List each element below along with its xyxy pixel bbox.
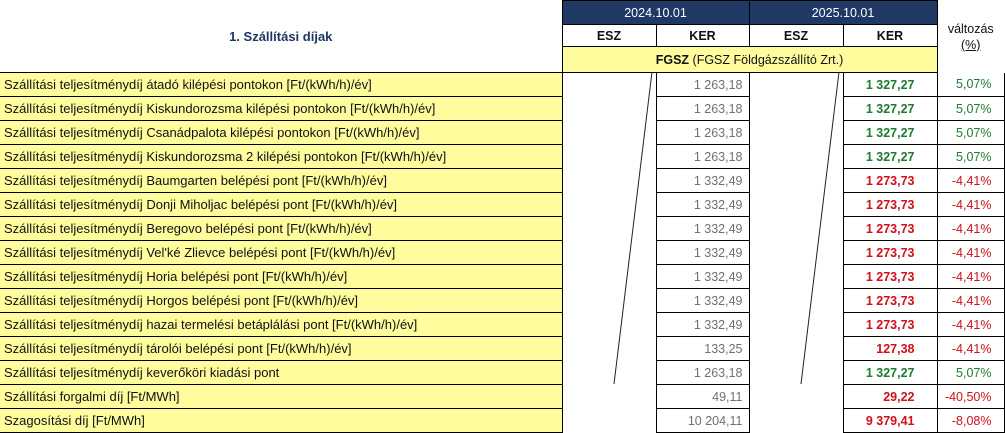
row-label: Szállítási teljesítménydíj tárolói belépési pont [Ft/(kWh/h)/év] xyxy=(0,337,562,361)
esz-old-cell xyxy=(562,313,656,337)
table-row xyxy=(0,409,1004,433)
esz-new-cell xyxy=(749,121,843,145)
change-value: -4,41% xyxy=(937,217,1004,241)
esz-new-cell xyxy=(749,73,843,97)
ker-old-value: 1 332,49 xyxy=(656,265,749,289)
row-label: Szállítási teljesítménydíj Horia belépési pont [Ft/(kWh/h)/év] xyxy=(0,265,562,289)
esz-old-header: ESZ xyxy=(562,25,656,47)
ker-new-value: 9 379,41 xyxy=(843,409,937,433)
operator-code: FGSZ xyxy=(655,52,690,67)
year-old-header: 2024.10.01 xyxy=(562,1,749,25)
ker-new-value: 1 327,27 xyxy=(843,73,937,97)
table-row xyxy=(0,73,1004,97)
esz-new-cell xyxy=(749,145,843,169)
change-header xyxy=(937,1,1004,73)
ker-new-value: 1 327,27 xyxy=(843,145,937,169)
ker-new-value: 1 327,27 xyxy=(843,361,937,385)
ker-new-value: 1 327,27 xyxy=(843,97,937,121)
table-row xyxy=(0,145,1004,169)
change-value: 5,07% xyxy=(937,97,1004,121)
esz-old-cell xyxy=(562,169,656,193)
row-label: Szállítási teljesítménydíj Vel'ké Zlievce belépési pont [Ft/(kWh/h)/év] xyxy=(0,241,562,265)
esz-new-cell xyxy=(749,97,843,121)
change-value: -4,41% xyxy=(937,169,1004,193)
esz-old-cell xyxy=(562,385,656,409)
table-row xyxy=(0,265,1004,289)
esz-old-cell xyxy=(562,73,656,97)
table-row xyxy=(0,241,1004,265)
esz-old-cell xyxy=(562,241,656,265)
ker-new-value: 127,38 xyxy=(843,337,937,361)
esz-new-cell xyxy=(749,169,843,193)
ker-new-header: KER xyxy=(843,25,937,47)
ker-new-value: 1 327,27 xyxy=(843,121,937,145)
ker-old-value: 1 263,18 xyxy=(656,97,749,121)
change-value: -4,41% xyxy=(937,193,1004,217)
row-label: Szállítási teljesítménydíj Csanádpalota kilépési pontokon [Ft/(kWh/h)/év] xyxy=(0,121,562,145)
esz-old-cell xyxy=(562,97,656,121)
esz-old-cell xyxy=(562,361,656,385)
change-value: -4,41% xyxy=(937,241,1004,265)
esz-new-cell xyxy=(749,289,843,313)
table-row xyxy=(0,313,1004,337)
change-value: 5,07% xyxy=(937,121,1004,145)
header-row-years xyxy=(0,1,1004,25)
row-label: Szállítási teljesítménydíj átadó kilépési pontokon [Ft/(kWh/h)/év] xyxy=(0,73,562,97)
row-label: Szállítási teljesítménydíj Horgos belépési pont [Ft/(kWh/h)/év] xyxy=(0,289,562,313)
change-value: -40,50% xyxy=(937,385,1004,409)
ker-new-value: 1 273,73 xyxy=(843,169,937,193)
ker-new-value: 1 273,73 xyxy=(843,265,937,289)
table-row xyxy=(0,169,1004,193)
esz-new-cell xyxy=(749,337,843,361)
esz-old-cell xyxy=(562,121,656,145)
esz-old-cell xyxy=(562,193,656,217)
esz-new-cell xyxy=(749,313,843,337)
change-header-unit: (%) xyxy=(961,37,981,52)
row-label: Szagosítási díj [Ft/MWh] xyxy=(0,409,562,433)
row-label: Szállítási teljesítménydíj Kiskundorozsma 2 kilépési pontokon [Ft/(kWh/h)/év] xyxy=(0,145,562,169)
table-row xyxy=(0,385,1004,409)
ker-old-value: 1 332,49 xyxy=(656,241,749,265)
esz-new-cell xyxy=(749,193,843,217)
row-label: Szállítási forgalmi díj [Ft/MWh] xyxy=(0,385,562,409)
change-value: -4,41% xyxy=(937,313,1004,337)
table-row xyxy=(0,217,1004,241)
ker-new-value: 1 273,73 xyxy=(843,313,937,337)
ker-new-value: 29,22 xyxy=(843,385,937,409)
esz-old-cell xyxy=(562,217,656,241)
ker-old-value: 1 332,49 xyxy=(656,193,749,217)
table-row xyxy=(0,337,1004,361)
row-label: Szállítási teljesítménydíj Kiskundorozsma kilépési pontokon [Ft/(kWh/h)/év] xyxy=(0,97,562,121)
ker-new-value: 1 273,73 xyxy=(843,193,937,217)
row-label: Szállítási teljesítménydíj keverőköri kiadási pont xyxy=(0,361,562,385)
change-value: 5,07% xyxy=(937,145,1004,169)
esz-old-cell xyxy=(562,409,656,433)
esz-old-cell xyxy=(562,337,656,361)
ker-old-value: 133,25 xyxy=(656,337,749,361)
row-label: Szállítási teljesítménydíj Beregovo belépési pont [Ft/(kWh/h)/év] xyxy=(0,217,562,241)
row-label: Szállítási teljesítménydíj hazai termelési betáplálási pont [Ft/(kWh/h)/év] xyxy=(0,313,562,337)
esz-old-cell xyxy=(562,265,656,289)
change-header-label: változás xyxy=(947,21,994,36)
esz-new-cell xyxy=(749,217,843,241)
table-row xyxy=(0,289,1004,313)
change-value: -4,41% xyxy=(937,289,1004,313)
esz-new-cell xyxy=(749,361,843,385)
ker-old-value: 10 204,11 xyxy=(656,409,749,433)
ker-old-value: 1 332,49 xyxy=(656,217,749,241)
change-value: 5,07% xyxy=(937,361,1004,385)
change-value: -8,08% xyxy=(937,409,1004,433)
ker-new-value: 1 273,73 xyxy=(843,217,937,241)
ker-new-value: 1 273,73 xyxy=(843,289,937,313)
operator-full-name: (FGSZ Földgázszállító Zrt.) xyxy=(689,52,844,67)
esz-new-cell xyxy=(749,241,843,265)
change-value: 5,07% xyxy=(937,73,1004,97)
table-row xyxy=(0,97,1004,121)
ker-old-value: 1 263,18 xyxy=(656,361,749,385)
row-label: Szállítási teljesítménydíj Donji Miholjac belépési pont [Ft/(kWh/h)/év] xyxy=(0,193,562,217)
esz-old-cell xyxy=(562,145,656,169)
ker-old-value: 49,11 xyxy=(656,385,749,409)
esz-new-cell xyxy=(749,265,843,289)
change-value: -4,41% xyxy=(937,265,1004,289)
ker-old-header: KER xyxy=(656,25,749,47)
year-new-header: 2025.10.01 xyxy=(749,1,937,25)
change-value: -4,41% xyxy=(937,337,1004,361)
table-row xyxy=(0,121,1004,145)
table-row xyxy=(0,361,1004,385)
esz-new-cell xyxy=(749,409,843,433)
esz-old-cell xyxy=(562,289,656,313)
table-row xyxy=(0,193,1004,217)
operator-name xyxy=(562,47,937,73)
ker-new-value: 1 273,73 xyxy=(843,241,937,265)
esz-new-header: ESZ xyxy=(749,25,843,47)
section-title: 1. Szállítási díjak xyxy=(229,28,333,44)
ker-old-value: 1 263,18 xyxy=(656,145,749,169)
ker-old-value: 1 332,49 xyxy=(656,289,749,313)
ker-old-value: 1 263,18 xyxy=(656,121,749,145)
ker-old-value: 1 332,49 xyxy=(656,313,749,337)
ker-old-value: 1 263,18 xyxy=(656,73,749,97)
esz-new-cell xyxy=(749,385,843,409)
ker-old-value: 1 332,49 xyxy=(656,169,749,193)
row-label: Szállítási teljesítménydíj Baumgarten belépési pont [Ft/(kWh/h)/év] xyxy=(0,169,562,193)
